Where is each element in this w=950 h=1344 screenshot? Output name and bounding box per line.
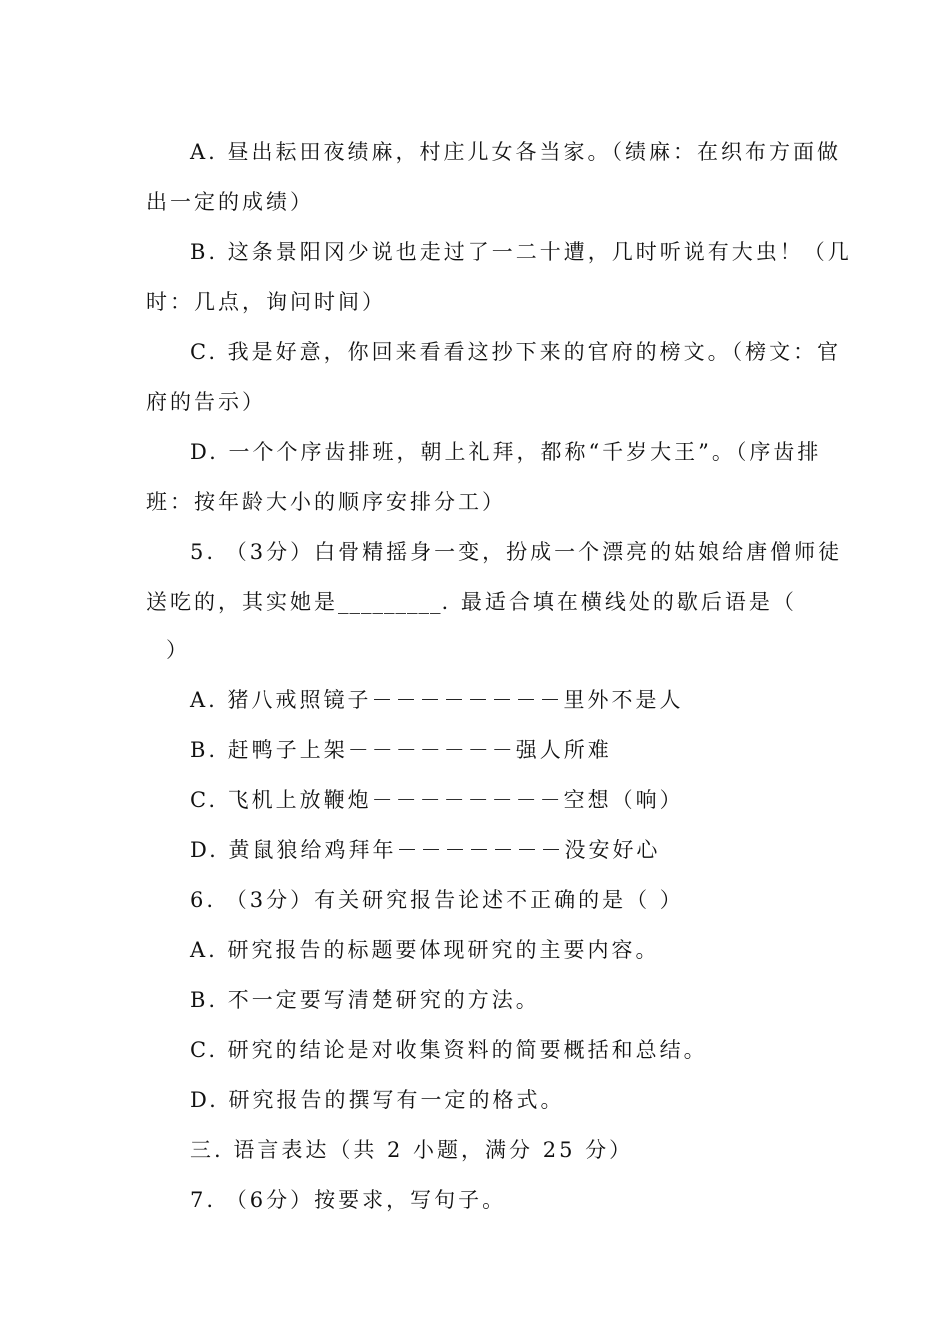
q5-option-a: A. 猪八戒照镜子－－－－－－－－里外不是人 [190,688,684,712]
q4-option-b-line2: 时：几点，询问时间） [146,290,386,314]
q5-stem-line3: ） [166,638,190,662]
q5-stem-prefix: 送吃的，其实她是 [146,590,338,614]
q6-option-b: B. 不一定要写清楚研究的方法。 [190,988,540,1012]
q4-option-c-line1: C. 我是好意，你回来看看这抄下来的官府的榜文。（榜文：官 [190,340,842,364]
q4-option-d-line1: D. 一个个序齿排班，朝上礼拜，都称“千岁大王”。（序齿排 [190,440,822,464]
q6-stem: 6. （3分）有关研究报告论述不正确的是（ ） [190,888,684,912]
q5-option-b: B. 赶鸭子上架－－－－－－－强人所难 [190,738,612,762]
q6-option-a: A. 研究报告的标题要体现研究的主要内容。 [190,938,660,962]
q5-stem-line2 [146,588,797,616]
q7-stem: 7. （6分）按要求，写句子。 [190,1188,507,1212]
q4-option-a-line2: 出一定的成绩） [146,190,314,214]
q5-answer-blank: _________ [338,590,442,614]
q4-option-a-line1: A. 昼出耘田夜绩麻，村庄儿女各当家。（绩麻：在织布方面做 [190,140,842,164]
q6-option-d: D. 研究报告的撰写有一定的格式。 [190,1088,565,1112]
q5-option-c: C. 飞机上放鞭炮－－－－－－－－空想（响） [190,788,684,812]
q6-option-c: C. 研究的结论是对收集资料的简要概括和总结。 [190,1038,708,1062]
q5-stem-suffix: . 最适合填在横线处的歇后语是（ [441,590,797,614]
section-3-title: 三. 语言表达（共 2 小题，满分 25 分） [190,1138,634,1162]
q5-option-d: D. 黄鼠狼给鸡拜年－－－－－－－没安好心 [190,838,661,862]
q4-option-d-line2: 班：按年龄大小的顺序安排分工） [146,490,506,514]
q5-stem-line1: 5. （3分）白骨精摇身一变，扮成一个漂亮的姑娘给唐僧师徒 [190,540,843,564]
q4-option-c-line2: 府的告示） [146,390,266,414]
q4-option-b-line1: B. 这条景阳冈少说也走过了一二十遭，几时听说有大虫！（几 [190,240,852,264]
